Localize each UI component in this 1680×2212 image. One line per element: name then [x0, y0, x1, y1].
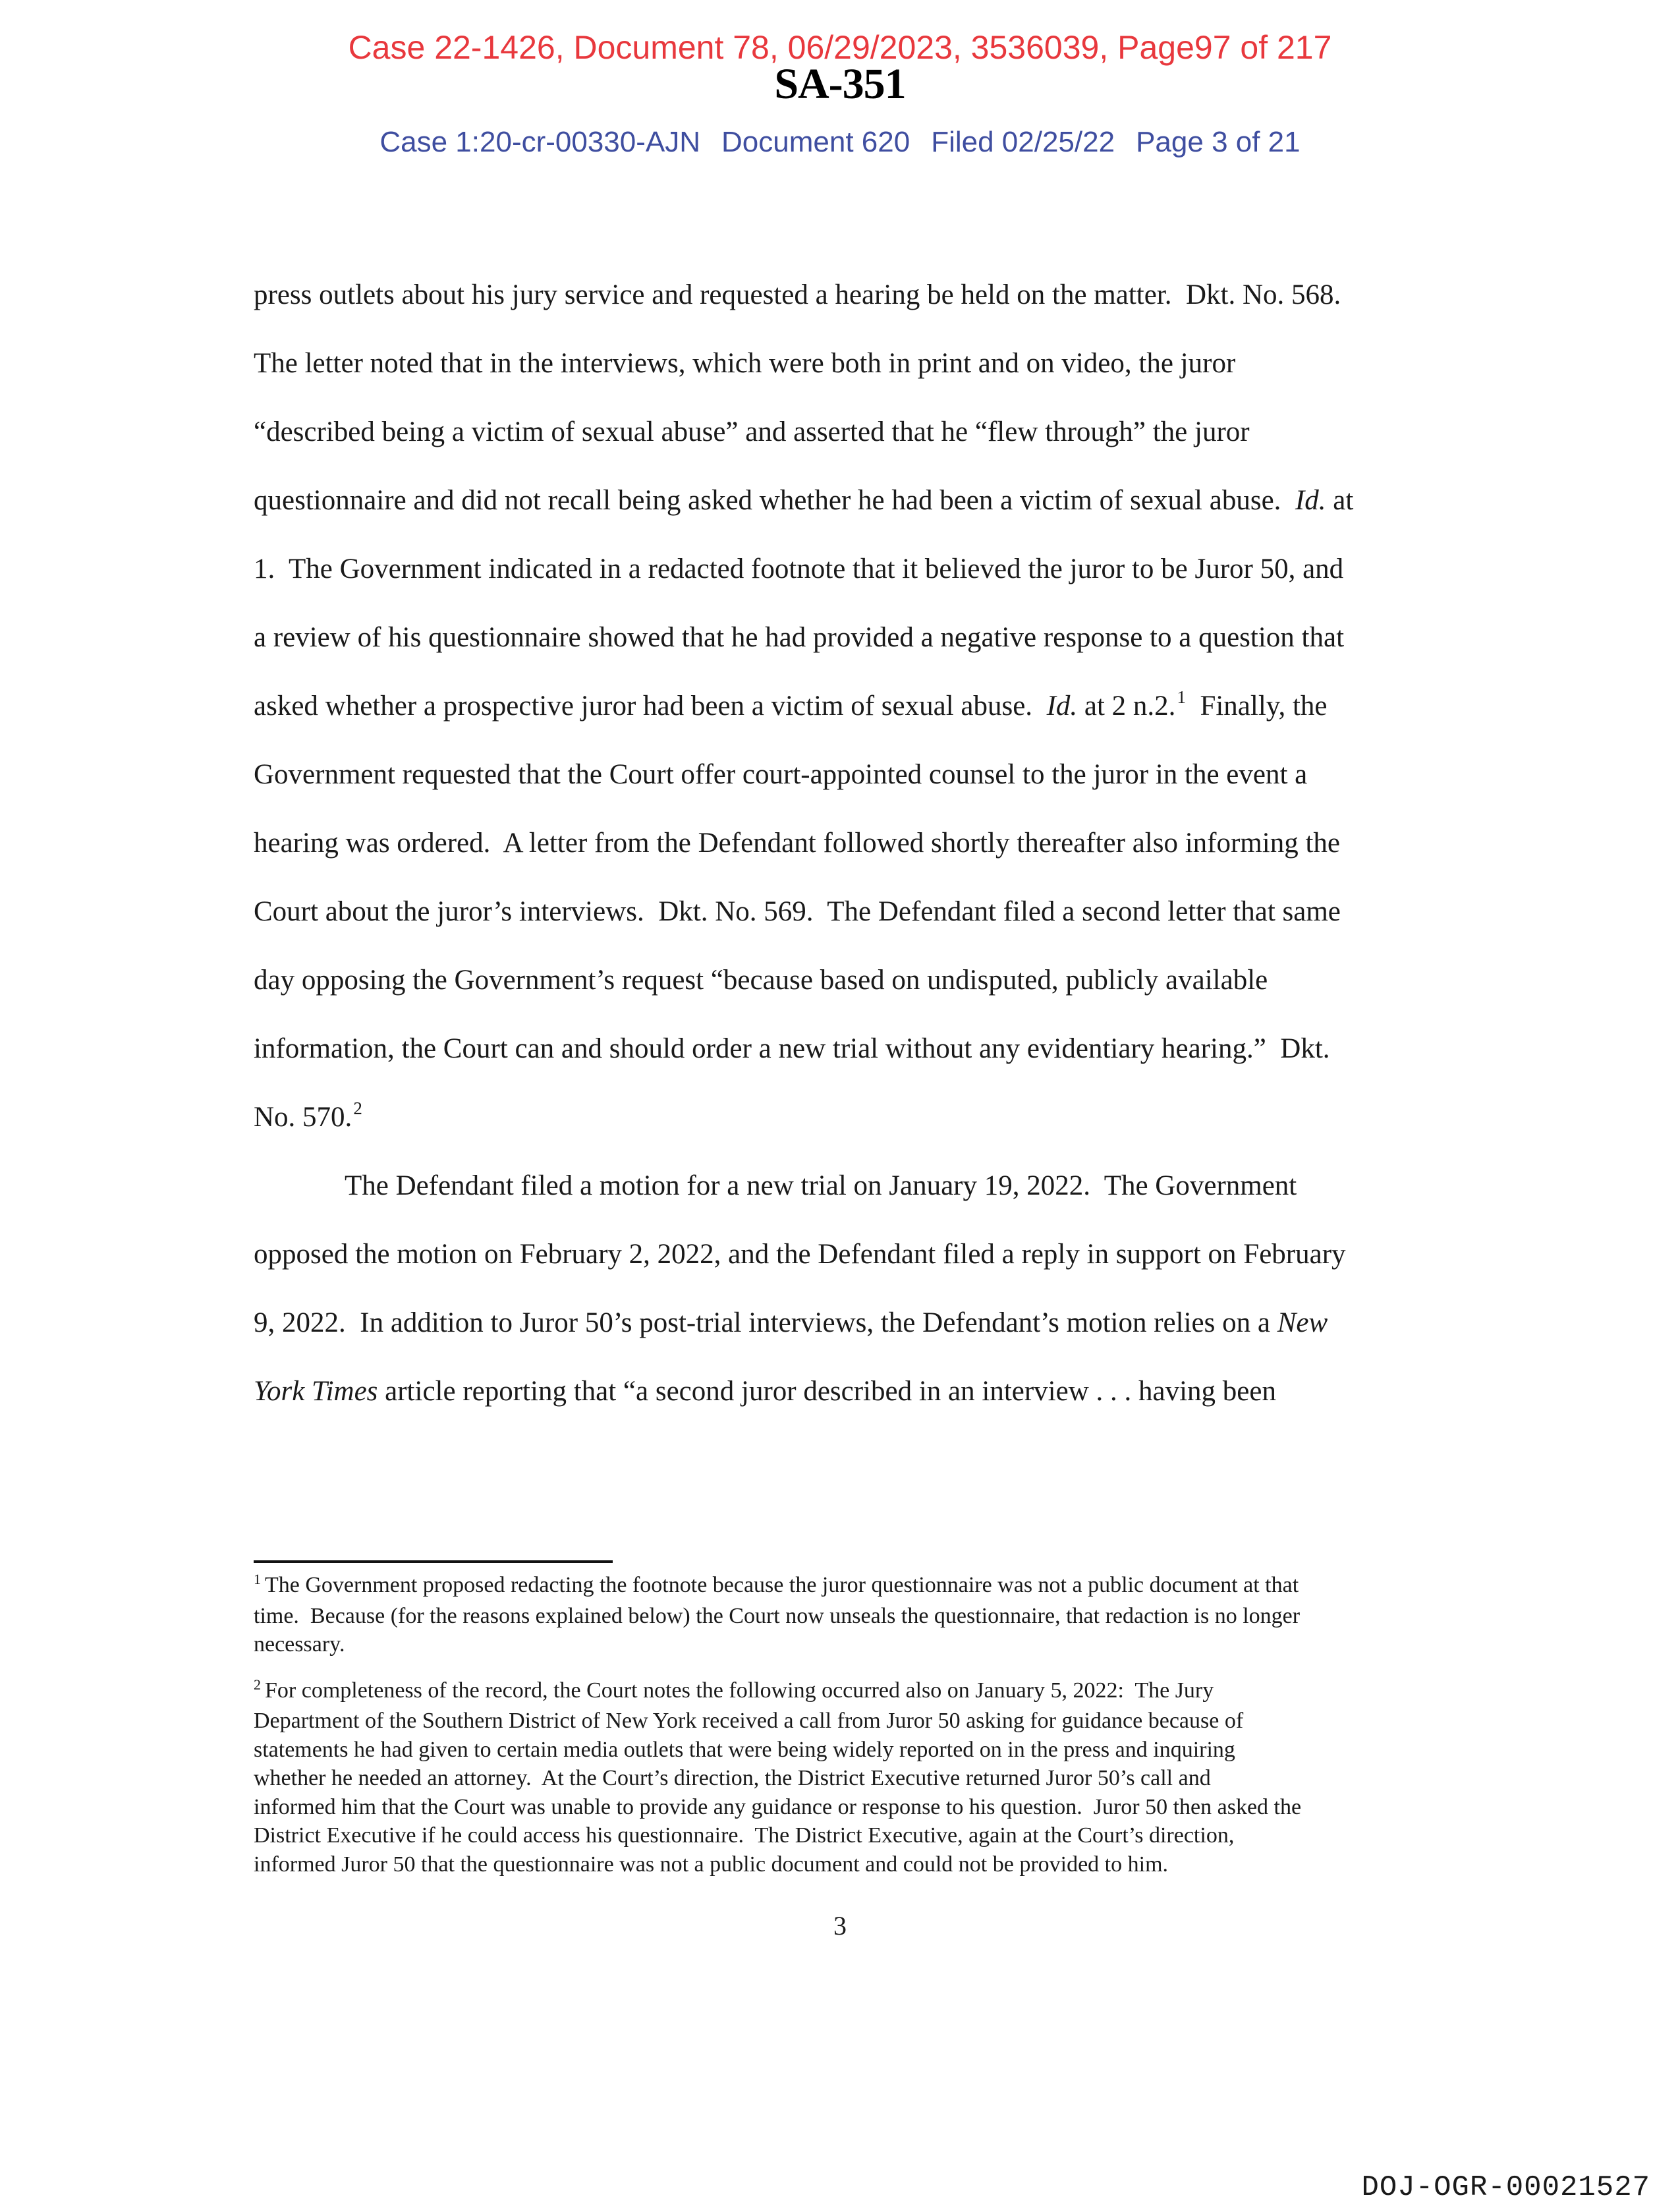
footnote-text: For completeness of the record, the Court notes the following occurred also on January 5, 2022: The Jury	[265, 1678, 1214, 1703]
text-run: opposed the motion on February 2, 2022, and the Defendant filed a reply in support on February	[254, 1239, 1346, 1270]
body-line	[254, 275, 1413, 344]
footnote-line	[254, 1571, 1420, 1602]
footnote-2	[254, 1676, 1420, 1879]
body-line	[254, 1372, 1413, 1440]
footnote-text: informed him that the Court was unable to provide any guidance or response to his question. Juror 50 then asked the	[254, 1794, 1302, 1819]
body-line	[254, 550, 1413, 618]
footnote-reference[interactable]: 2	[353, 1098, 362, 1118]
district-case-number: Case 1:20-cr-00330-AJN	[379, 126, 701, 158]
text-run: hearing was ordered. A letter from the Defendant followed shortly thereafter also informing the	[254, 828, 1340, 859]
body-line	[254, 1235, 1413, 1303]
body-line	[254, 1029, 1413, 1098]
district-document-number: Document 620	[721, 126, 910, 158]
body-line	[254, 961, 1413, 1029]
page-number: 3	[833, 1911, 847, 1941]
italic-text: Id.	[1046, 691, 1078, 722]
text-run: The Defendant filed a motion for a new trial on January 19, 2022. The Government	[345, 1170, 1297, 1201]
body-line	[254, 1098, 1413, 1166]
footnote-text: Department of the Southern District of New York received a call from Juror 50 asking for guidance because of	[254, 1709, 1244, 1733]
footnotes	[254, 1571, 1420, 1896]
footnote-line	[254, 1793, 1420, 1822]
text-run: 9, 2022. In addition to Juror 50’s post-trial interviews, the Defendant’s motion relies on a	[254, 1307, 1277, 1338]
footnote-text: necessary.	[254, 1632, 345, 1657]
appeal-case-stamp: Case 22-1426, Document 78, 06/29/2023, 3536039, Page97 of 217	[348, 29, 1332, 66]
footnote-line	[254, 1821, 1420, 1850]
text-run: 1. The Government indicated in a redacted footnote that it believed the juror to be Juror 50, and	[254, 553, 1344, 584]
footnote-1	[254, 1571, 1420, 1659]
text-run: Finally, the	[1185, 691, 1328, 722]
text-run: press outlets about his jury service and requested a hearing be held on the matter. Dkt. No. 568.	[254, 279, 1341, 310]
text-run: information, the Court can and should order a new trial without any evidentiary hearing.” Dkt.	[254, 1033, 1330, 1064]
district-page-count: Page 3 of 21	[1136, 126, 1301, 158]
text-run: a review of his questionnaire showed that he had provided a negative response to a question that	[254, 622, 1345, 653]
text-run: asked whether a prospective juror had been a victim of sexual abuse.	[254, 691, 1047, 722]
district-filed-date: Filed 02/25/22	[931, 126, 1115, 158]
body-line	[254, 687, 1413, 755]
body-line	[254, 481, 1413, 550]
body-line	[254, 618, 1413, 687]
body-line	[254, 1166, 1413, 1235]
text-run: Court about the juror’s interviews. Dkt. No. 569. The Defendant filed a second letter that same	[254, 896, 1341, 927]
footnote-text: whether he needed an attorney. At the Court’s direction, the District Executive returned Juror 50’s call and	[254, 1766, 1211, 1790]
body-line	[254, 824, 1413, 892]
text-run: No. 570.	[254, 1102, 352, 1133]
footnote-mark: 2	[254, 1676, 261, 1693]
district-case-stamp	[0, 124, 1680, 161]
text-run: questionnaire and did not recall being asked whether he had been a victim of sexual abuse.	[254, 485, 1295, 516]
body-line	[254, 344, 1413, 412]
bates-number: DOJ-OGR-00021527	[1361, 2171, 1650, 2204]
footnote-line	[254, 1630, 1420, 1659]
footnote-line	[254, 1764, 1420, 1793]
text-run: day opposing the Government’s request “because based on undisputed, publicly available	[254, 965, 1268, 996]
text-run: at 2 n.2.	[1077, 691, 1176, 722]
footnote-reference[interactable]: 1	[1177, 687, 1186, 707]
footnote-line	[254, 1736, 1420, 1765]
footnote-text: time. Because (for the reasons explained below) the Court now unseals the questionnaire, that redaction is no longer	[254, 1603, 1301, 1628]
text-run: “described being a victim of sexual abuse” and asserted that he “flew through” the juror	[254, 416, 1250, 447]
body-text	[254, 275, 1413, 1440]
footnote-text: statements he had given to certain media outlets that were being widely reported on in the press and inquiring	[254, 1737, 1235, 1762]
footnote-separator	[254, 1560, 613, 1563]
italic-text: New	[1277, 1307, 1328, 1338]
text-run: at	[1326, 485, 1354, 516]
text-run: The letter noted that in the interviews, which were both in print and on video, the juror	[254, 348, 1236, 379]
footnote-text: informed Juror 50 that the questionnaire was not a public document and could not be provided to him.	[254, 1852, 1169, 1877]
footnote-mark: 1	[254, 1571, 261, 1587]
italic-text: Id.	[1295, 485, 1326, 516]
footnote-line	[254, 1707, 1420, 1736]
italic-text: York Times	[254, 1376, 378, 1407]
footnote-line	[254, 1676, 1420, 1707]
body-line	[254, 1303, 1413, 1372]
appendix-page-label: SA-351	[774, 60, 906, 108]
body-line	[254, 412, 1413, 481]
body-line	[254, 755, 1413, 824]
body-line	[254, 892, 1413, 961]
text-run: Government requested that the Court offer court-appointed counsel to the juror in the event a	[254, 759, 1308, 790]
text-run: article reporting that “a second juror described in an interview . . . having been	[378, 1376, 1276, 1407]
footnote-line	[254, 1850, 1420, 1879]
footnote-line	[254, 1602, 1420, 1631]
footnote-text: The Government proposed redacting the footnote because the juror questionnaire was not a public document at that	[265, 1573, 1299, 1597]
footnote-text: District Executive if he could access his questionnaire. The District Executive, again at the Court’s direction,	[254, 1823, 1235, 1848]
